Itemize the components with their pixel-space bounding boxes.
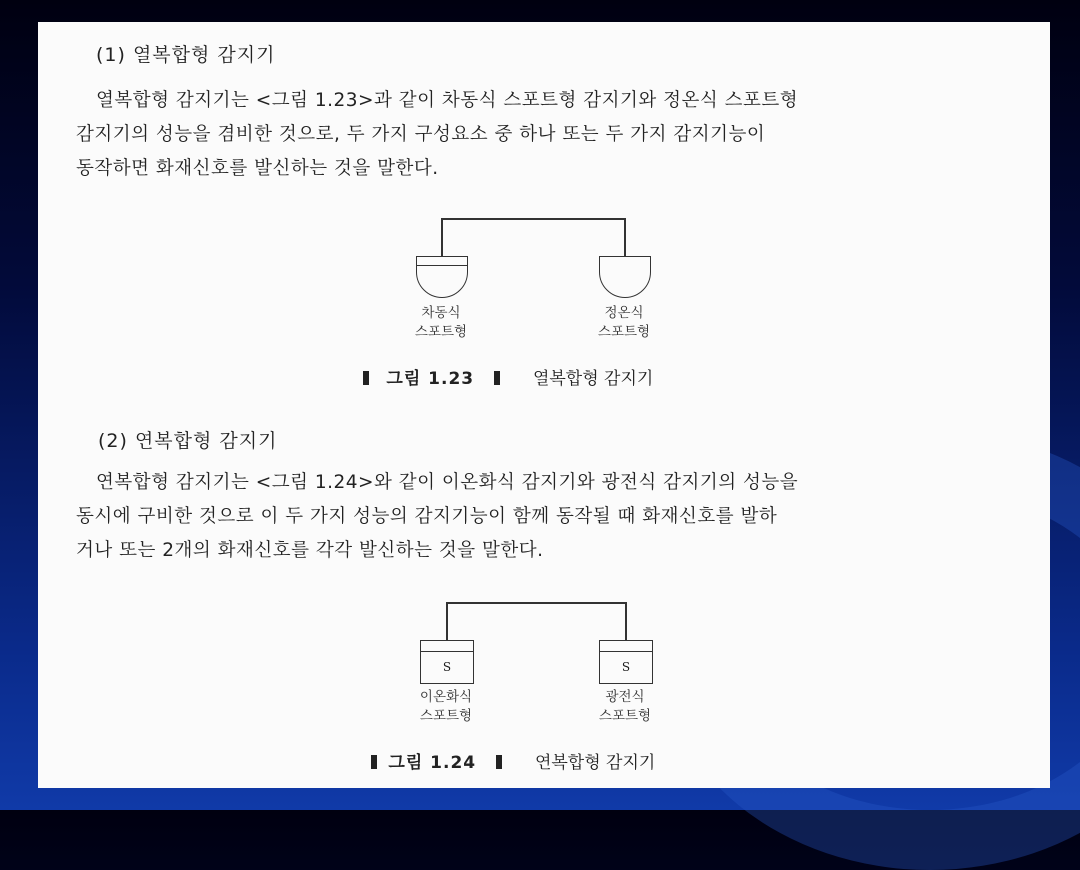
- document-page: [38, 22, 1050, 788]
- caption-mark-icon: [363, 371, 369, 385]
- section2-heading: (2) 연복합형 감지기: [98, 430, 278, 452]
- rate-of-rise-detector-icon: [416, 256, 468, 298]
- section2-line-1: 연복합형 감지기는 <그림 1.24>와 같이 이온화식 감지기와 광전식 감지기의 성능을: [96, 472, 799, 493]
- section2-line-2: 동시에 구비한 것으로 이 두 가지 성능의 감지기능이 함께 동작될 때 화재신호를 발하: [76, 506, 778, 527]
- ionization-detector-icon: S: [420, 640, 474, 684]
- section1-line-3: 동작하면 화재신호를 발신하는 것을 말한다.: [76, 158, 439, 179]
- figure-1-24-right-label: 광전식 스포트형: [598, 689, 652, 724]
- figure-1-23-wire-right: [624, 218, 626, 256]
- section2-line-3: 거나 또는 2개의 화재신호를 각각 발신하는 것을 말한다.: [76, 540, 544, 561]
- section1-line-1: 열복합형 감지기는 <그림 1.23>과 같이 차동식 스포트형 감지기와 정온식 스포트형: [96, 90, 799, 111]
- figure-1-23-wire-left: [441, 218, 443, 256]
- figure-1-24-caption: 그림 1.24 연복합형 감지기: [371, 748, 655, 773]
- figure-1-23-wire-top: [441, 218, 625, 220]
- figure-1-24-wire-left: [446, 602, 448, 640]
- figure-1-24-wire-top: [446, 602, 626, 604]
- section2-paragraph: [76, 466, 1006, 568]
- photoelectric-detector-icon: S: [599, 640, 653, 684]
- section1-paragraph: [76, 84, 1006, 186]
- figure-1-24-left-label: 이온화식 스포트형: [419, 689, 473, 724]
- caption-mark-icon: [494, 371, 500, 385]
- figure-1-24-wire-right: [625, 602, 627, 640]
- fixed-temperature-detector-icon: [599, 256, 651, 298]
- section1-line-2: 감지기의 성능을 겸비한 것으로, 두 가지 구성요소 중 하나 또는 두 가지 감지기능이: [76, 124, 766, 145]
- caption-mark-icon: [371, 755, 377, 769]
- figure-1-23-caption: 그림 1.23 열복합형 감지기: [363, 364, 653, 389]
- figure-1-23-left-label: 차동식 스포트형: [414, 305, 468, 340]
- caption-mark-icon: [496, 755, 502, 769]
- figure-1-23-right-label: 정온식 스포트형: [597, 305, 651, 340]
- section1-heading: (1) 열복합형 감지기: [96, 44, 276, 66]
